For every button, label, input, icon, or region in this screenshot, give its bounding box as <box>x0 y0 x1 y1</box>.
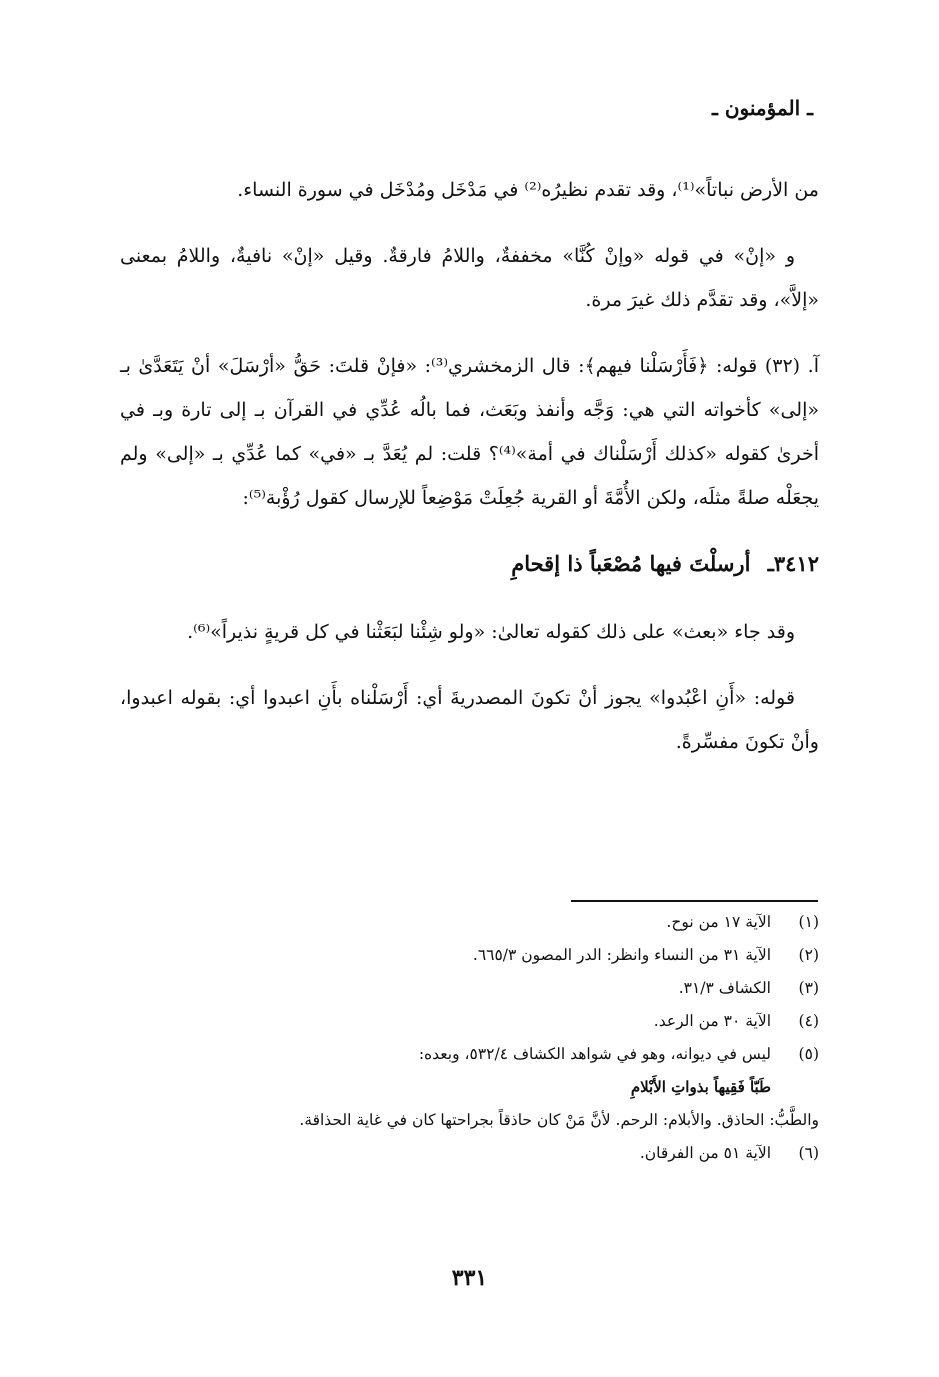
footnote-5 <box>120 1038 819 1071</box>
verse-text: أرسلْتَ فيها مُصْعَباً ذا إقحامِ <box>511 551 751 576</box>
paragraph-3: آ. (٣٢) قوله: ﴿فَأَرْسَلْنا فيهم﴾: قال الزمخشري⁽³⁾: «فإنْ قلتَ: حَقُّ «أرْسَلَ» أنْ يَتَعَدَّىٰ بـ «إلى» كأخواته التي هي: وَجَّه وأنفذ وبَعَث، فما بالُه عُدِّي في القرآن بـ إلى تارة وبـ في أخرىٰ كقوله «كذلك أَرْسَلْناك في أمة»⁽⁴⁾؟ قلت: لم يُعَدَّ بـ «في» كما عُدِّي بـ «إلى» ولم يجعَلْه صلةً مثلَه، ولكن الأُمَّةَ أو القرية جُعِلَتْ مَوْضِعاً للإرسال كقول رُؤْبة⁽⁵⁾: <box>120 355 819 509</box>
footnote-6 <box>120 1137 819 1170</box>
footnote-text: الآية ١٧ من نوح. <box>666 913 771 931</box>
footnote-number: (١) <box>798 913 819 931</box>
paragraph-5: قوله: «أَنِ اعْبُدوا» يجوز أنْ تكونَ المصدريةَ أي: أَرْسَلْناه بأَنِ اعبدوا أي: بقوله اعبدوا، وأنْ تكونَ مفسِّرةً. <box>120 687 819 753</box>
footnote-number: (٦) <box>798 1144 819 1162</box>
footnote-number: (٢) <box>798 946 819 964</box>
running-header: ـ المؤمنون ـ <box>712 96 813 120</box>
footnote-text: الآية ٣٠ من الرعد. <box>653 1012 771 1030</box>
verse-number: ٣٤١٢ـ <box>767 551 819 576</box>
footnote-number: (٥) <box>798 1045 819 1063</box>
footnote-text: الآية ٥١ من الفرقان. <box>639 1144 771 1162</box>
footnote-5-verse: طَبّاً فَقِيهاً بذواتِ الأَبْلامِ <box>630 1078 771 1096</box>
footnote-3 <box>120 972 819 1005</box>
footnote-separator <box>571 900 818 902</box>
footnote-5-explanation: والطَّبُّ: الحاذق. والأبلام: الرحم. لأنَّ مَنْ كان حاذقاً بجراحتها كان في غاية الحذاقة. <box>299 1111 819 1129</box>
footnote-text: الآية ٣١ من النساء وانظر: الدر المصون ٦٦٥/٣. <box>472 946 771 964</box>
footnote-4 <box>120 1005 819 1038</box>
footnote-number: (٣) <box>798 979 819 997</box>
paragraph-2: و «إنْ» في قوله «وإنْ كُنَّا» مخففةٌ، واللامُ فارقةٌ. وقيل «إنْ» نافيةٌ، واللامُ بمعنى «إلاَّ»، وقد تقدَّم ذلك غيرَ مرة. <box>120 245 819 311</box>
page-number: ٣٣١ <box>451 1265 488 1291</box>
footnotes <box>120 906 819 1170</box>
footnote-text: الكشاف ٣١/٣. <box>678 979 771 997</box>
paragraph-4: وقد جاء «بعث» على ذلك كقوله تعالىٰ: «ولو شِئْنا لبَعَثْنا في كل قريةٍ نذيراً»⁽⁶⁾. <box>187 621 795 643</box>
main-text <box>120 168 819 786</box>
footnote-1 <box>120 906 819 939</box>
footnote-text: ليس في ديوانه، وهو في شواهد الكشاف ٥٣٢/٤، وبعده: <box>418 1045 771 1063</box>
footnote-2 <box>120 939 819 972</box>
paragraph-1: من الأرض نباتاً»⁽¹⁾، وقد تقدم نظيرُه⁽²⁾ في مَدْخَل ومُدْخَل في سورة النساء. <box>237 179 819 201</box>
footnote-number: (٤) <box>798 1012 819 1030</box>
poetry-verse <box>120 542 819 586</box>
